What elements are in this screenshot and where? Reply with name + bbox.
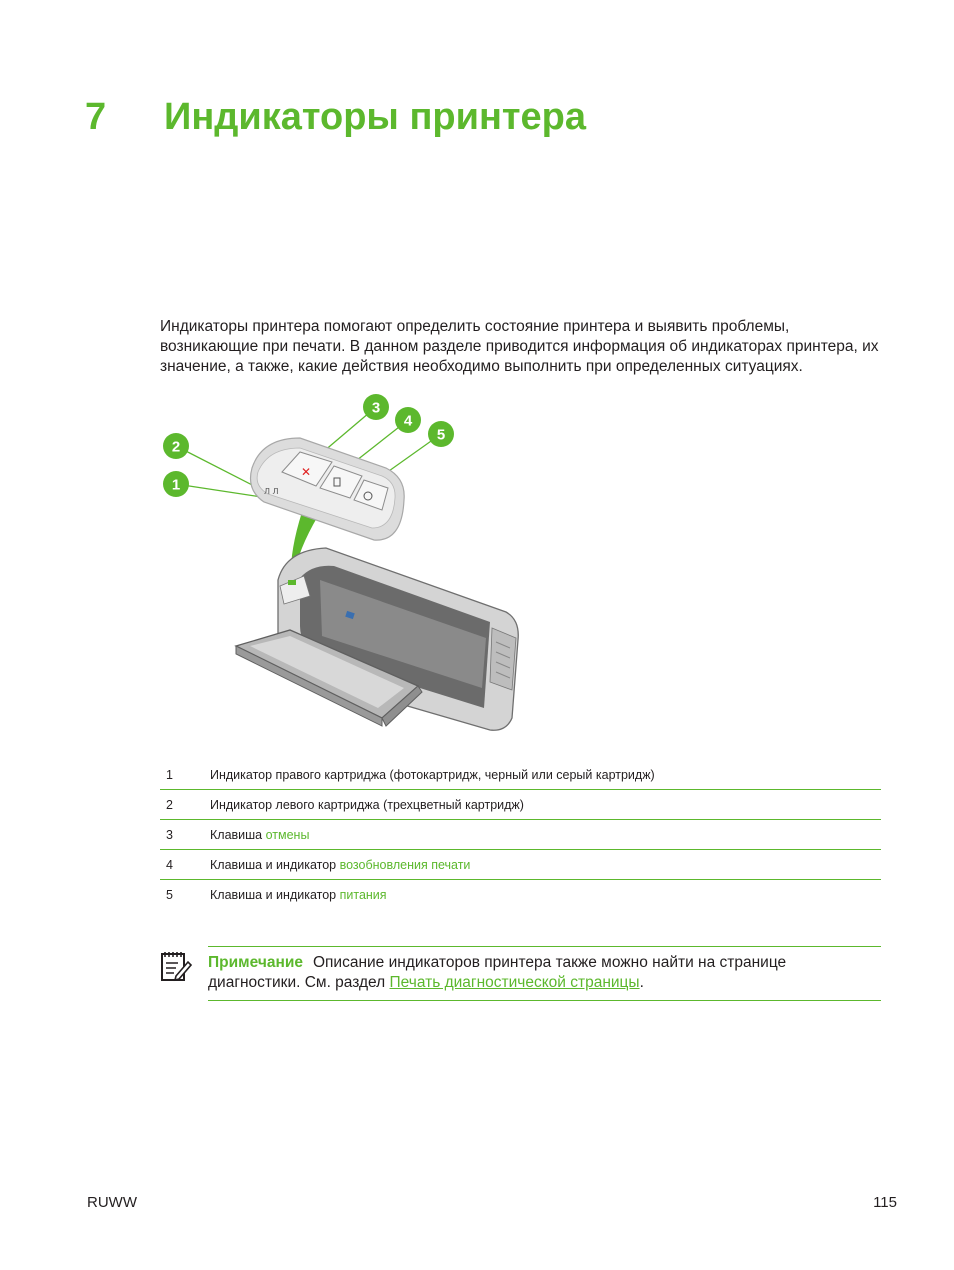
printer-figure [150, 390, 540, 745]
legend-number: 1 [166, 767, 173, 782]
legend-number: 5 [166, 887, 173, 902]
callout-3: 3 [371, 399, 381, 417]
chapter-heading [85, 96, 586, 139]
control-panel-zoom [251, 438, 405, 540]
chapter-number: 7 [85, 96, 107, 138]
table-row [160, 880, 881, 909]
callout-4: 4 [403, 412, 413, 430]
note-text: Описание индикаторов принтера также можно найти на странице диагностики. См. раздел [208, 954, 787, 991]
note-pencil-icon [160, 950, 192, 982]
footer-locale: RUWW [87, 1194, 137, 1211]
table-row [160, 850, 881, 880]
legend-term-resume: возобновления печати [339, 857, 471, 872]
note-label: Примечание [208, 954, 303, 971]
legend-text: Индикатор левого картриджа (трехцветный картридж) [210, 797, 524, 812]
diagnostic-page-link[interactable]: Печать диагностической страницы [389, 974, 640, 991]
cancel-x-icon: ✕ [301, 465, 312, 479]
note-box [208, 946, 881, 1001]
legend-term-power: питания [339, 887, 387, 902]
printer-illustration [150, 390, 540, 745]
legend-number: 3 [166, 827, 173, 842]
callout-5: 5 [436, 426, 446, 444]
legend-number: 2 [166, 797, 173, 812]
page-number: 115 [873, 1194, 897, 1211]
table-row [160, 760, 881, 790]
legend-text: Клавиша и индикатор питания [210, 887, 387, 902]
callout-1: 1 [171, 476, 181, 494]
legend-table [160, 760, 881, 909]
printer-panel-highlight [288, 580, 296, 585]
legend-text: Клавиша и индикатор возобновления печати [210, 857, 471, 872]
legend-text: Клавиша отмены [210, 827, 310, 842]
legend-text: Индикатор правого картриджа (фотокартридж, черный или серый картридж) [210, 767, 655, 782]
legend-term-cancel: отмены [265, 827, 310, 842]
table-row [160, 820, 881, 850]
chapter-title: Индикаторы принтера [164, 96, 587, 138]
legend-number: 4 [166, 857, 173, 872]
note-end: . [639, 974, 644, 991]
table-row [160, 790, 881, 820]
callout-2: 2 [171, 438, 181, 456]
intro-paragraph: Индикаторы принтера помогают определить состояние принтера и выявить проблемы, возникающие при печати. В данном разделе приводится информация об индикаторах принтера, их значение, а также, какие действия необходимо выполнить при определенных ситуациях. [160, 318, 879, 375]
cartridge-led-icons: Л Л [264, 487, 279, 496]
